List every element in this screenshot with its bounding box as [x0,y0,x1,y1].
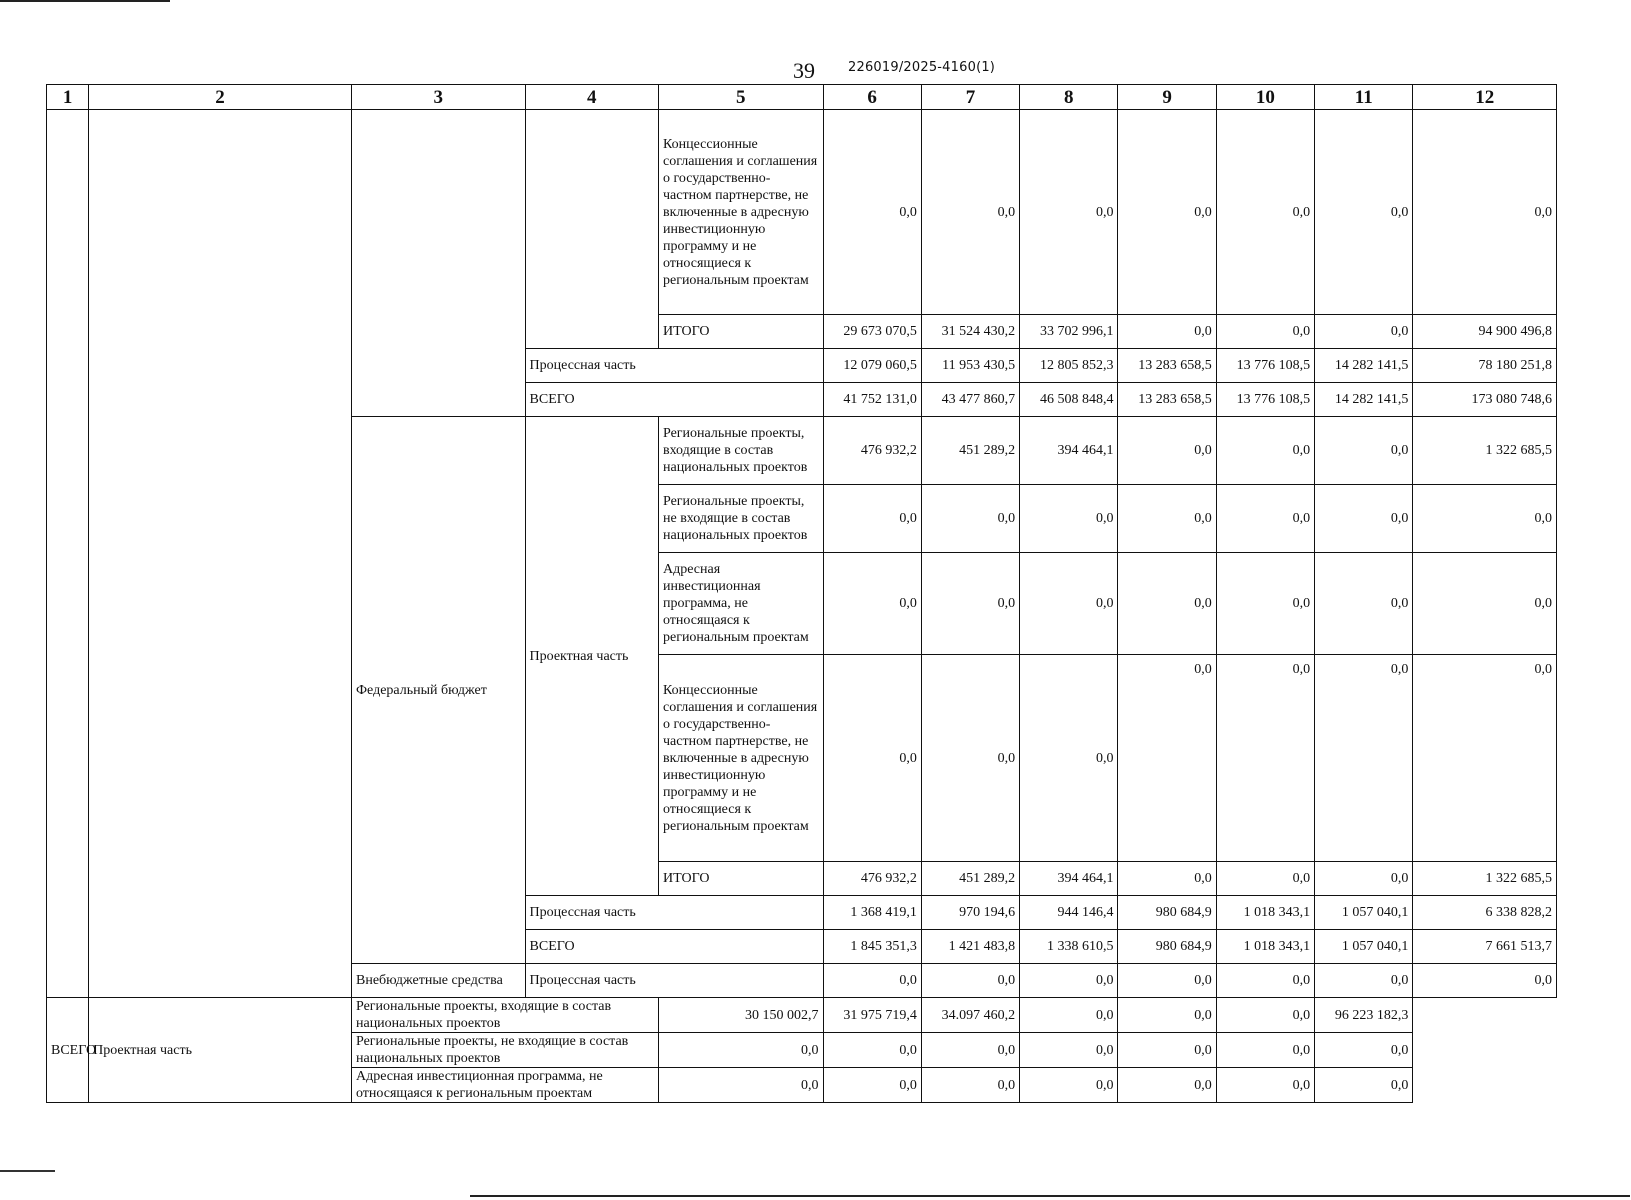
row-label-concession: Концессионные соглашения и соглашения о государственно-частном партнерстве, не включенные в адресную инвестиционную программу и не относящиеся к региональным проектам [658,110,823,315]
page-number: 39 [793,58,815,83]
value-cell: 1 057 040,1 [1315,896,1413,930]
value-cell: 1 322 685,5 [1413,862,1557,896]
value-cell: 0,0 [1118,862,1216,896]
page-header [0,56,1631,86]
row-label-reg-in: Региональные проекты, входящие в состав национальных проектов [658,417,823,485]
value-cell: 12 079 060,5 [823,349,921,383]
value-cell: 0,0 [1216,553,1314,655]
value-cell: 0,0 [658,1068,823,1103]
value-cell: 0,0 [823,964,921,998]
value-cell: 476 932,2 [823,417,921,485]
value-cell: 1 845 351,3 [823,930,921,964]
col-header: 10 [1216,85,1314,110]
row-label-reg-out: Региональные проекты, не входящие в состав национальных проектов [658,485,823,553]
value-cell: 1 018 343,1 [1216,896,1314,930]
value-cell: 970 194,6 [921,896,1019,930]
value-cell: 0,0 [1315,110,1413,315]
value-cell: 0,0 [1315,417,1413,485]
value-cell: 7 661 513,7 [1413,930,1557,964]
row-label-process: Процессная часть [525,896,823,930]
value-cell: 0,0 [1216,1068,1314,1103]
value-cell: 0,0 [1315,655,1413,862]
value-cell: 0,0 [921,1068,1019,1103]
row-label-itogo: ИТОГО [658,862,823,896]
value-cell: 0,0 [823,485,921,553]
value-cell: 14 282 141,5 [1315,383,1413,417]
subsection-label-project: Проектная часть [89,998,352,1103]
value-cell: 34.097 460,2 [921,998,1019,1033]
value-cell: 0,0 [1315,862,1413,896]
col-header: 9 [1118,85,1216,110]
value-cell: 0,0 [1216,998,1314,1033]
value-cell: 0,0 [1216,315,1314,349]
cell-col2 [89,110,352,998]
value-cell: 0,0 [1118,417,1216,485]
value-cell: 0,0 [1118,998,1216,1033]
value-cell: 0,0 [823,1068,921,1103]
value-cell: 0,0 [1216,110,1314,315]
value-cell: 0,0 [1118,485,1216,553]
col-header: 2 [89,85,352,110]
value-cell: 0,0 [1413,964,1557,998]
value-cell: 0,0 [1020,998,1118,1033]
col-header: 3 [351,85,525,110]
value-cell: 0,0 [921,964,1019,998]
value-cell: 0,0 [823,553,921,655]
scan-bottom-line [470,1195,1630,1197]
value-cell: 0,0 [1020,553,1118,655]
value-cell: 980 684,9 [1118,896,1216,930]
value-cell: 0,0 [1118,964,1216,998]
value-cell: 0,0 [921,655,1019,862]
section-label-federal: Федеральный бюджет [351,417,525,964]
value-cell: 31 975 719,4 [823,998,921,1033]
value-cell: 0,0 [1216,655,1314,862]
value-cell: 451 289,2 [921,862,1019,896]
value-cell: 0,0 [1118,110,1216,315]
value-cell: 0,0 [1413,553,1557,655]
value-cell: 944 146,4 [1020,896,1118,930]
scan-edge-line [0,0,170,2]
value-cell: 0,0 [1118,1068,1216,1103]
row-label-itogo: ИТОГО [658,315,823,349]
value-cell: 451 289,2 [921,417,1019,485]
header-row [47,85,1557,110]
value-cell: 173 080 748,6 [1413,383,1557,417]
value-cell: 0,0 [823,110,921,315]
value-cell: 30 150 002,7 [658,998,823,1033]
value-cell: 96 223 182,3 [1315,998,1413,1033]
budget-table [46,84,1557,1103]
value-cell: 13 776 108,5 [1216,383,1314,417]
value-cell: 0,0 [1315,485,1413,553]
col-header: 11 [1315,85,1413,110]
value-cell: 0,0 [1118,1033,1216,1068]
col-header: 1 [47,85,89,110]
col-header: 5 [658,85,823,110]
value-cell: 0,0 [1216,417,1314,485]
value-cell: 94 900 496,8 [1413,315,1557,349]
value-cell: 1 322 685,5 [1413,417,1557,485]
row-label-process: Процессная часть [525,964,823,998]
cell-col1 [47,110,89,998]
value-cell: 0,0 [921,485,1019,553]
row-label-aip: Адресная инвестиционная программа, не относящаяся к региональным проектам [351,1068,658,1103]
value-cell: 1 018 343,1 [1216,930,1314,964]
value-cell: 1 338 610,5 [1020,930,1118,964]
value-cell: 0,0 [1118,553,1216,655]
value-cell: 0,0 [1315,315,1413,349]
value-cell: 0,0 [1020,1068,1118,1103]
value-cell: 33 702 996,1 [1020,315,1118,349]
value-cell: 0,0 [1020,110,1118,315]
value-cell: 0,0 [921,1033,1019,1068]
value-cell: 0,0 [1216,1033,1314,1068]
row-label-vsego: ВСЕГО [525,930,823,964]
value-cell: 0,0 [1216,862,1314,896]
value-cell: 6 338 828,2 [1413,896,1557,930]
value-cell: 13 776 108,5 [1216,349,1314,383]
value-cell: 29 673 070,5 [823,315,921,349]
value-cell: 0,0 [1315,553,1413,655]
row-label-aip: Адресная инвестиционная программа, не относящаяся к региональным проектам [658,553,823,655]
row-label-reg-in: Региональные проекты, входящие в состав национальных проектов [351,998,658,1033]
scan-edge-mark [0,1170,55,1172]
value-cell: 0,0 [921,553,1019,655]
value-cell: 0,0 [1315,1068,1413,1103]
value-cell: 1 421 483,8 [921,930,1019,964]
col-header: 12 [1413,85,1557,110]
section-label-extra: Внебюджетные средства [351,964,525,998]
value-cell: 13 283 658,5 [1118,349,1216,383]
value-cell: 0,0 [823,655,921,862]
value-cell: 0,0 [1216,485,1314,553]
value-cell: 43 477 860,7 [921,383,1019,417]
col-header: 7 [921,85,1019,110]
registration-number: 226019/2025-4160(1) [848,60,996,75]
value-cell: 14 282 141,5 [1315,349,1413,383]
col-header: 8 [1020,85,1118,110]
value-cell: 0,0 [1020,1033,1118,1068]
col-header: 4 [525,85,658,110]
subsection-label-project: Проектная часть [525,417,658,896]
value-cell: 0,0 [921,110,1019,315]
value-cell: 394 464,1 [1020,862,1118,896]
value-cell: 1 368 419,1 [823,896,921,930]
section-label-total: ВСЕГО [47,998,89,1103]
value-cell: 1 057 040,1 [1315,930,1413,964]
table-row [47,998,1557,1033]
value-cell: 11 953 430,5 [921,349,1019,383]
value-cell: 0,0 [1315,964,1413,998]
value-cell: 0,0 [1216,964,1314,998]
value-cell: 0,0 [1315,1033,1413,1068]
row-label-process: Процессная часть [525,349,823,383]
value-cell: 0,0 [1020,655,1118,862]
value-cell: 12 805 852,3 [1020,349,1118,383]
value-cell: 0,0 [1118,655,1216,862]
value-cell: 46 508 848,4 [1020,383,1118,417]
value-cell: 394 464,1 [1020,417,1118,485]
value-cell: 0,0 [1413,485,1557,553]
value-cell: 0,0 [1118,315,1216,349]
value-cell: 0,0 [1413,110,1557,315]
cell-col4 [525,110,658,349]
value-cell: 980 684,9 [1118,930,1216,964]
col-header: 6 [823,85,921,110]
value-cell: 41 752 131,0 [823,383,921,417]
value-cell: 0,0 [1020,964,1118,998]
row-label-concession: Концессионные соглашения и соглашения о государственно-частном партнерстве, не включенные в адресную инвестиционную программу и не относящиеся к региональным проектам [658,655,823,862]
value-cell: 31 524 430,2 [921,315,1019,349]
value-cell: 0,0 [1020,485,1118,553]
row-label-reg-out: Региональные проекты, не входящие в состав национальных проектов [351,1033,658,1068]
table-row [47,110,1557,315]
value-cell: 13 283 658,5 [1118,383,1216,417]
value-cell: 0,0 [1413,655,1557,862]
value-cell: 476 932,2 [823,862,921,896]
value-cell: 0,0 [823,1033,921,1068]
cell-col3 [351,110,525,417]
row-label-vsego: ВСЕГО [525,383,823,417]
value-cell: 78 180 251,8 [1413,349,1557,383]
value-cell: 0,0 [658,1033,823,1068]
